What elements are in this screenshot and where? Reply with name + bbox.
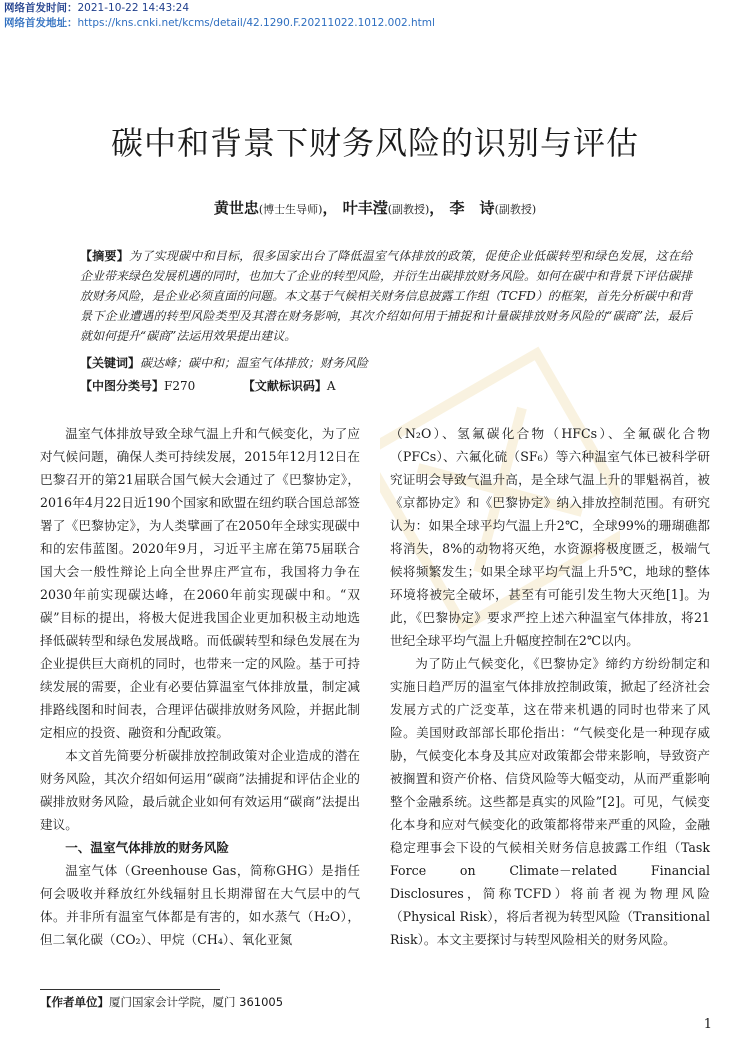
doc-code-label: 【文献标识码】: [242, 379, 327, 393]
online-publish-url: [4, 17, 435, 30]
classification-line: [80, 376, 692, 396]
paragraph: 本文首先简要分析碳排放控制政策对企业造成的潜在财务风险，其次介绍如何运用“碳商”法捕捉和评估企业的碳排放财务风险，最后就企业如何有效运用“碳商”法提出建议。: [40, 748, 360, 832]
keywords: [80, 353, 692, 373]
author-3-role: (副教授): [494, 203, 537, 216]
keywords-text: 碳达峰；碳中和；温室气体排放；财务风险: [140, 356, 369, 370]
author-1-name: 黄世忠: [213, 199, 259, 217]
article-title: 碳中和背景下财务风险的识别与评估: [110, 124, 639, 162]
abstract-label: 【摘要】: [80, 249, 129, 263]
abstract-text: 为了实现碳中和目标，很多国家出台了降低温室气体排放的政策，促使企业低碳转型和绿色发展，这在给企业带来绿色发展机遇的同时，也加大了企业的转型风险，并衍生出碳排放财务风险。如何在碳中和背景下评估碳排放财务风险，是企业必须直面的问题。本文基于气候相关财务信息披露工作组（TCFD）的框架，首先分析碳中和背景下企业遭遇的转型风险类型及其潜在财务影响，其次介绍如何用于捕捉和计量碳排放财务风险的“碳商”法，最后就如何提升“碳商”法运用效果提出建议。: [80, 249, 693, 343]
clc-code: F270: [164, 379, 196, 393]
author-2-name: 叶丰滢: [342, 199, 388, 217]
affiliation-label: 【作者单位】: [40, 995, 109, 1009]
author-line: [0, 197, 750, 218]
author-separator: ，: [322, 199, 338, 217]
publish-url-label: 网络首发地址：: [4, 17, 78, 29]
abstract: [80, 246, 692, 346]
keywords-label: 【关键词】: [80, 356, 141, 370]
paragraph: （N₂O）、氢氟碳化合物（HFCs）、全氟碳化合物（PFCs）、六氟化硫（SF₆）等六种温室气体已被科学研究证明会导致气温升高，是全球气温上升的罪魁祸首，被《京都协定》和《巴黎协定》纳入排放控制范围。有研究认为：如果全球平均气温上升2℃，全球99%的珊瑚礁都将消失，8%的动物将灭绝，水资源将极度匮乏，极端气候将频繁发生；如果全球平均气温上升5℃，地球的整体环境将被完全破坏，甚至有可能引发生物大灭绝[1]。为此，《巴黎协定》要求严控上述六种温室气体排放，将21世纪全球平均气温上升幅度控制在2℃以内。: [390, 426, 710, 648]
affiliation-text: 厦门国家会计学院，厦门 361005: [109, 995, 284, 1009]
left-column: [40, 422, 360, 951]
author-2-role: (副教授): [387, 203, 430, 216]
footnote-divider: [40, 989, 220, 990]
doc-code: A: [326, 379, 336, 393]
publish-url-value[interactable]: https://kns.cnki.net/kcms/detail/42.1290.F.20211022.1012.002.html: [77, 17, 435, 29]
section-heading: 一、温室气体排放的财务风险: [65, 840, 229, 855]
online-publish-time: [4, 2, 189, 15]
author-1-role: (博士生导师): [258, 203, 323, 216]
paragraph: 温室气体（Greenhouse Gas，简称GHG）是指任何会吸收并释放红外线辐射且长期滞留在大气层中的气体。并非所有温室气体都是有害的，如水蒸气（H₂O），但二氧化碳（CO₂）、甲烷（CH₄）、氧化亚氮: [40, 863, 360, 947]
author-3-name: 李 诗: [449, 199, 495, 217]
author-separator: ，: [429, 199, 445, 217]
paragraph: 为了防止气候变化，《巴黎协定》缔约方纷纷制定和实施日趋严厉的温室气体排放控制政策，掀起了经济社会发展方式的广泛变革，这在带来机遇的同时也带来了风险。美国财政部部长耶伦指出：“气候变化是一种现存威胁，气候变化本身及其应对政策都会带来影响，导致资产被搁置和资产价格、信贷风险等大幅变动，从而严重影响整个金融系统。这些都是真实的风险”[2]。可见，气候变化本身和应对气候变化的政策都将带来严重的风险，金融稳定理事会下设的气候相关财务信息披露工作组（Task Force on Climate－related Financial Disclosures，简称TCFD）将前者视为物理风险（Physical Risk），将后者视为转型风险（Transitional Risk）。本文主要探讨与转型风险相关的财务风险。: [390, 656, 710, 947]
author-affiliation: [40, 994, 283, 1010]
right-column: [390, 422, 710, 951]
clc-label: 【中图分类号】: [80, 379, 165, 393]
page-number: 1: [703, 1017, 712, 1032]
paragraph: 温室气体排放导致全球气温上升和气候变化，为了应对气候问题，确保人类可持续发展，2015年12月12日在巴黎召开的第21届联合国气候大会通过了《巴黎协定》，2016年4月22日近190个国家和欧盟在纽约联合国总部签署了《巴黎协定》，为人类擘画了在2050年全球实现碳中和的宏伟蓝图。2020年9月，习近平主席在第75届联合国大会一般性辩论上向全世界庄严宣布，我国将力争在2030年前实现碳达峰，在2060年前实现碳中和。“双碳”目标的提出，将极大促进我国企业更加积极主动地选择低碳转型和绿色发展战略。而低碳转型和绿色发展在为企业提供巨大商机的同时，也带来一定的风险。基于可持续发展的需要，企业有必要估算温室气体排放量，制定减排路线图和时间表，合理评估碳排放财务风险，并据此制定相应的投资、融资和分配政策。: [40, 426, 360, 740]
publish-time-value: 2021-10-22 14:43:24: [77, 2, 190, 14]
publish-time-label: 网络首发时间：: [4, 2, 78, 14]
